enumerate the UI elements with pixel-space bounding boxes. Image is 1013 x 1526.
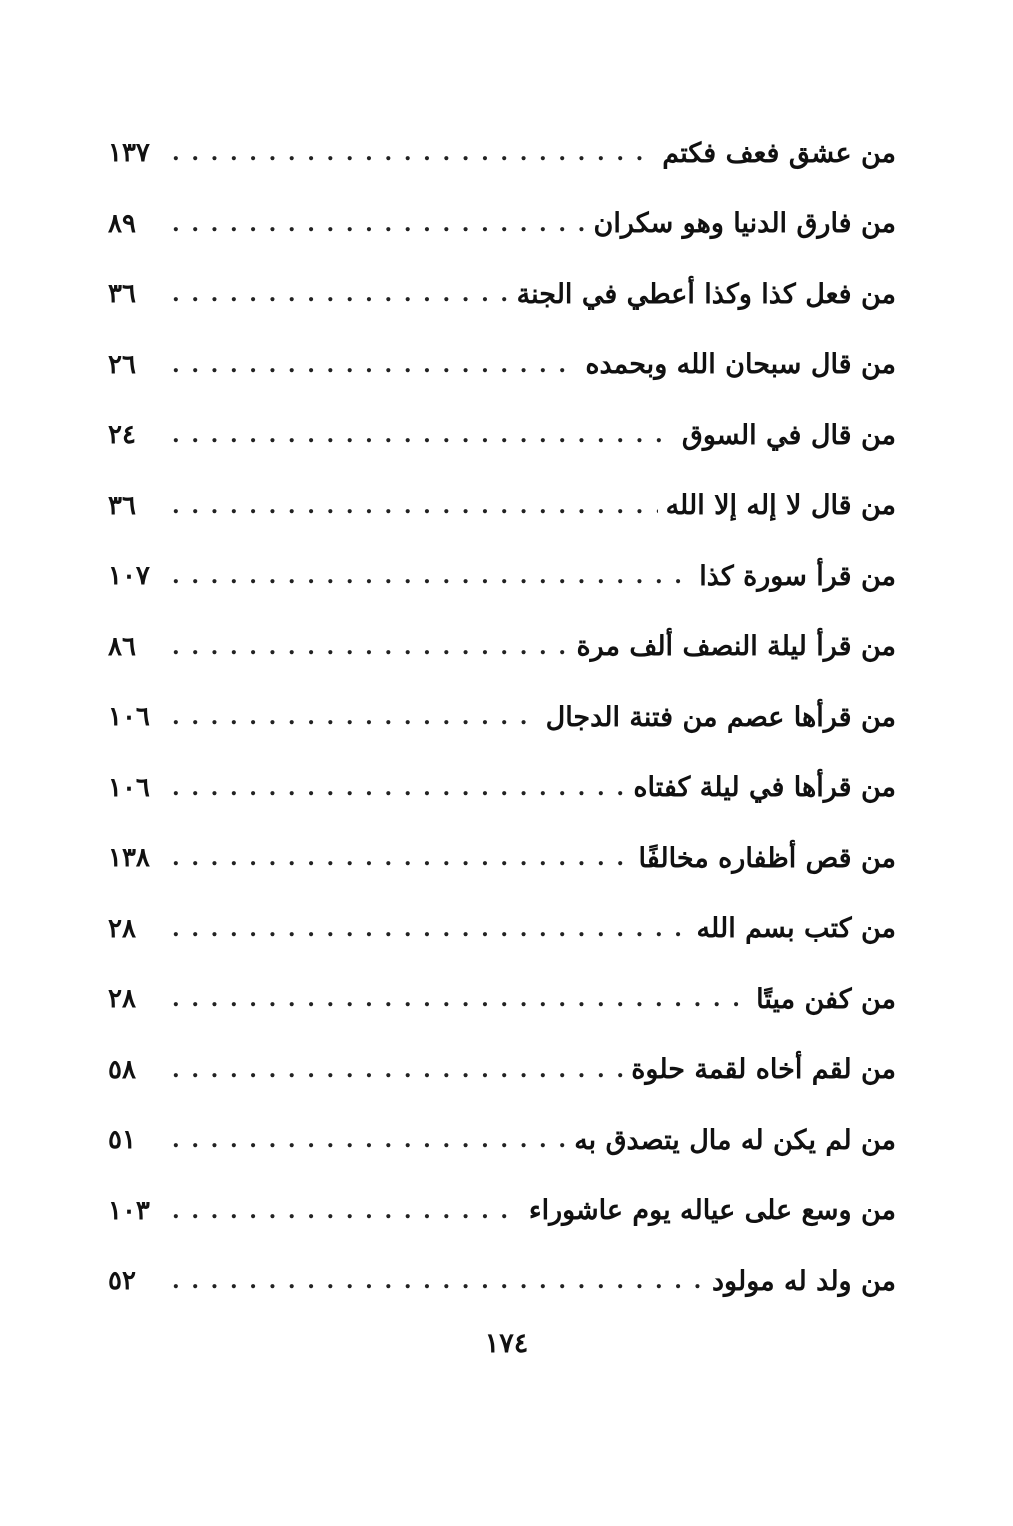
toc-entry-title: من وسع على عياله يوم عاشوراء (528, 1195, 896, 1227)
toc-entry (108, 118, 896, 189)
toc-entry-title: من قال سبحان الله وبحمده (585, 349, 896, 381)
dot-leader (166, 1198, 521, 1224)
toc-entry-page: ١٠٣ (108, 1195, 150, 1226)
toc-entry-page: ٢٨ (108, 984, 136, 1015)
toc-entry-title: من قص أظفاره مخالفًا (638, 842, 896, 874)
toc-entry (108, 400, 896, 471)
toc-entry-title: من كتب بسم الله (696, 913, 896, 945)
toc-entry-title: من عشق فعف فكتم (662, 137, 896, 169)
toc-entry (108, 330, 896, 401)
toc-entry (108, 964, 896, 1035)
toc-entry-page: ١٣٨ (108, 843, 150, 874)
toc-entry-title: من قرأها عصم من فتنة الدجال (545, 701, 896, 733)
toc-entry (108, 1246, 896, 1317)
toc-entry-title: من قال في السوق (681, 419, 896, 451)
dot-leader (166, 986, 748, 1012)
dot-leader (166, 1057, 623, 1083)
toc-entry (108, 612, 896, 683)
toc-entry-page: ٥٨ (108, 1054, 136, 1085)
toc-entry-page: ٣٦ (108, 279, 136, 310)
dot-leader (166, 211, 585, 237)
dot-leader (166, 845, 631, 871)
toc-entry-title: من لقم أخاه لقمة حلوة (631, 1054, 896, 1086)
toc-entry (108, 682, 896, 753)
toc-entry (108, 1035, 896, 1106)
dot-leader (166, 1268, 704, 1294)
toc-entry-page: ١٠٦ (108, 702, 150, 733)
toc-entry-title: من لم يكن له مال يتصدق به (574, 1124, 896, 1156)
dot-leader (166, 704, 538, 730)
dot-leader (166, 281, 509, 307)
dot-leader (166, 422, 674, 448)
toc-entry-page: ٣٦ (108, 490, 136, 521)
dot-leader (166, 493, 658, 519)
toc-entry-page: ١٠٧ (108, 561, 150, 592)
toc-entry (108, 471, 896, 542)
toc-entry-title: من قرأها في ليلة كفتاه (633, 772, 896, 804)
toc-entry (108, 753, 896, 824)
toc-entry-title: من قال لا إله إلا الله (665, 490, 896, 522)
toc-entry (108, 541, 896, 612)
toc-entry-page: ١٣٧ (108, 138, 150, 169)
toc-entry-title: من قرأ ليلة النصف ألف مرة (576, 631, 896, 663)
dot-leader (166, 916, 689, 942)
toc-entry-title: من فارق الدنيا وهو سكران (593, 208, 896, 240)
dot-leader (166, 775, 625, 801)
toc-entry (108, 1105, 896, 1176)
dot-leader (166, 563, 691, 589)
dot-leader (166, 140, 654, 166)
page-number: ١٧٤ (484, 1328, 529, 1359)
toc-entry-page: ٥١ (108, 1125, 136, 1156)
dot-leader (166, 352, 577, 378)
toc-entry-title: من كفن ميتًا (756, 983, 896, 1015)
toc-entry-page: ٨٩ (108, 208, 136, 239)
toc-entry (108, 823, 896, 894)
toc-entry (108, 189, 896, 260)
toc-entry-title: من ولد له مولود (712, 1265, 896, 1297)
toc-entry-page: ٨٦ (108, 631, 136, 662)
table-of-contents (108, 118, 896, 1317)
toc-entry-title: من قرأ سورة كذا (699, 560, 896, 592)
toc-entry-title: من فعل كذا وكذا أعطي في الجنة (516, 278, 896, 310)
toc-entry (108, 1176, 896, 1247)
toc-entry-page: ٢٨ (108, 913, 136, 944)
toc-entry (108, 259, 896, 330)
toc-entry-page: ٥٢ (108, 1266, 136, 1297)
toc-entry (108, 894, 896, 965)
toc-entry-page: ٢٦ (108, 349, 136, 380)
dot-leader (166, 1127, 566, 1153)
toc-entry-page: ١٠٦ (108, 772, 150, 803)
toc-entry-page: ٢٤ (108, 420, 136, 451)
dot-leader (166, 634, 568, 660)
